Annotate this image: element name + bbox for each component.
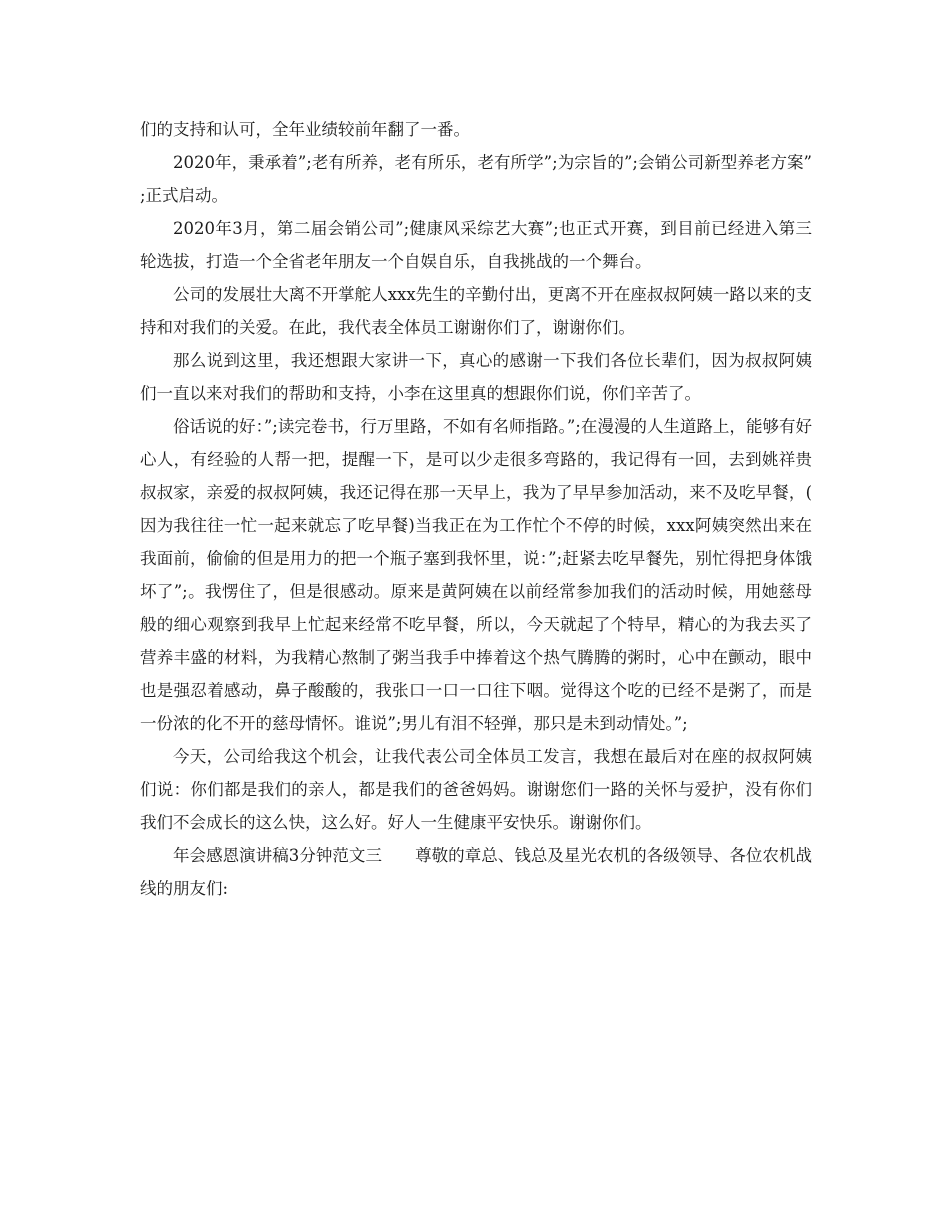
document-body — [140, 113, 812, 905]
paragraph: 公司的发展壮大离不开掌舵人xxx先生的辛勤付出，更离不开在座叔叔阿姨一路以来的支持和对我们的关爱。在此，我代表全体员工谢谢你们了，谢谢你们。 — [140, 285, 812, 337]
paragraph: 今天，公司给我这个机会，让我代表公司全体员工发言，我想在最后对在座的叔叔阿姨们说：你们都是我们的亲人，都是我们的爸爸妈妈。谢谢您们一路的关怀与爱护，没有你们我们不会成长的这么快，这么好。好人一生健康平安快乐。谢谢你们。 — [140, 747, 812, 832]
paragraph-heading: 年会感恩演讲稿3分钟范文三 尊敬的章总、钱总及星光农机的各级领导、各位农机战线的朋友们: — [140, 846, 812, 898]
paragraph: 俗话说的好：”;读完卷书，行万里路，不如有名师指路。”;在漫漫的人生道路上，能够有好心人，有经验的人帮一把，提醒一下，是可以少走很多弯路的，我记得有一回，去到姚祥贵叔叔家，亲爱的叔叔阿姨，我还记得在那一天早上，我为了早早参加活动，来不及吃早餐，(因为我往往一忙一起来就忘了吃早餐)当我正在为工作忙个不停的时候，xxx阿姨突然出来在我面前，偷偷的但是用力的把一个瓶子塞到我怀里，说：”;赶紧去吃早餐先，别忙得把身体饿坏了”;。我愣住了，但是很感动。原来是黄阿姨在以前经常参加我们的活动时候，用她慈母般的细心观察到我早上忙起来经常不吃早餐，所以，今天就起了个特早，精心的为我去买了营养丰盛的材料，为我精心熬制了粥当我手中捧着这个热气腾腾的粥时，心中在颤动，眼中也是强忍着感动，鼻子酸酸的，我张口一口一口往下咽。觉得这个吃的已经不是粥了，而是一份浓的化不开的慈母情怀。谁说”;男儿有泪不轻弹，那只是未到动情处。”; — [140, 417, 812, 733]
paragraph: 那么说到这里，我还想跟大家讲一下，真心的感谢一下我们各位长辈们，因为叔叔阿姨们一直以来对我们的帮助和支持，小李在这里真的想跟你们说，你们辛苦了。 — [140, 351, 812, 403]
paragraph: 2020年3月，第二届会销公司”;健康风采综艺大赛”;也正式开赛，到目前已经进入第三轮选拔，打造一个全省老年朋友一个自娱自乐，自我挑战的一个舞台。 — [140, 219, 812, 271]
paragraph-continued: 们的支持和认可，全年业绩较前年翻了一番。 — [140, 120, 470, 139]
paragraph: 2020年，秉承着”;老有所养，老有所乐，老有所学”;为宗旨的”;会销公司新型养老方案”;正式启动。 — [140, 153, 812, 205]
